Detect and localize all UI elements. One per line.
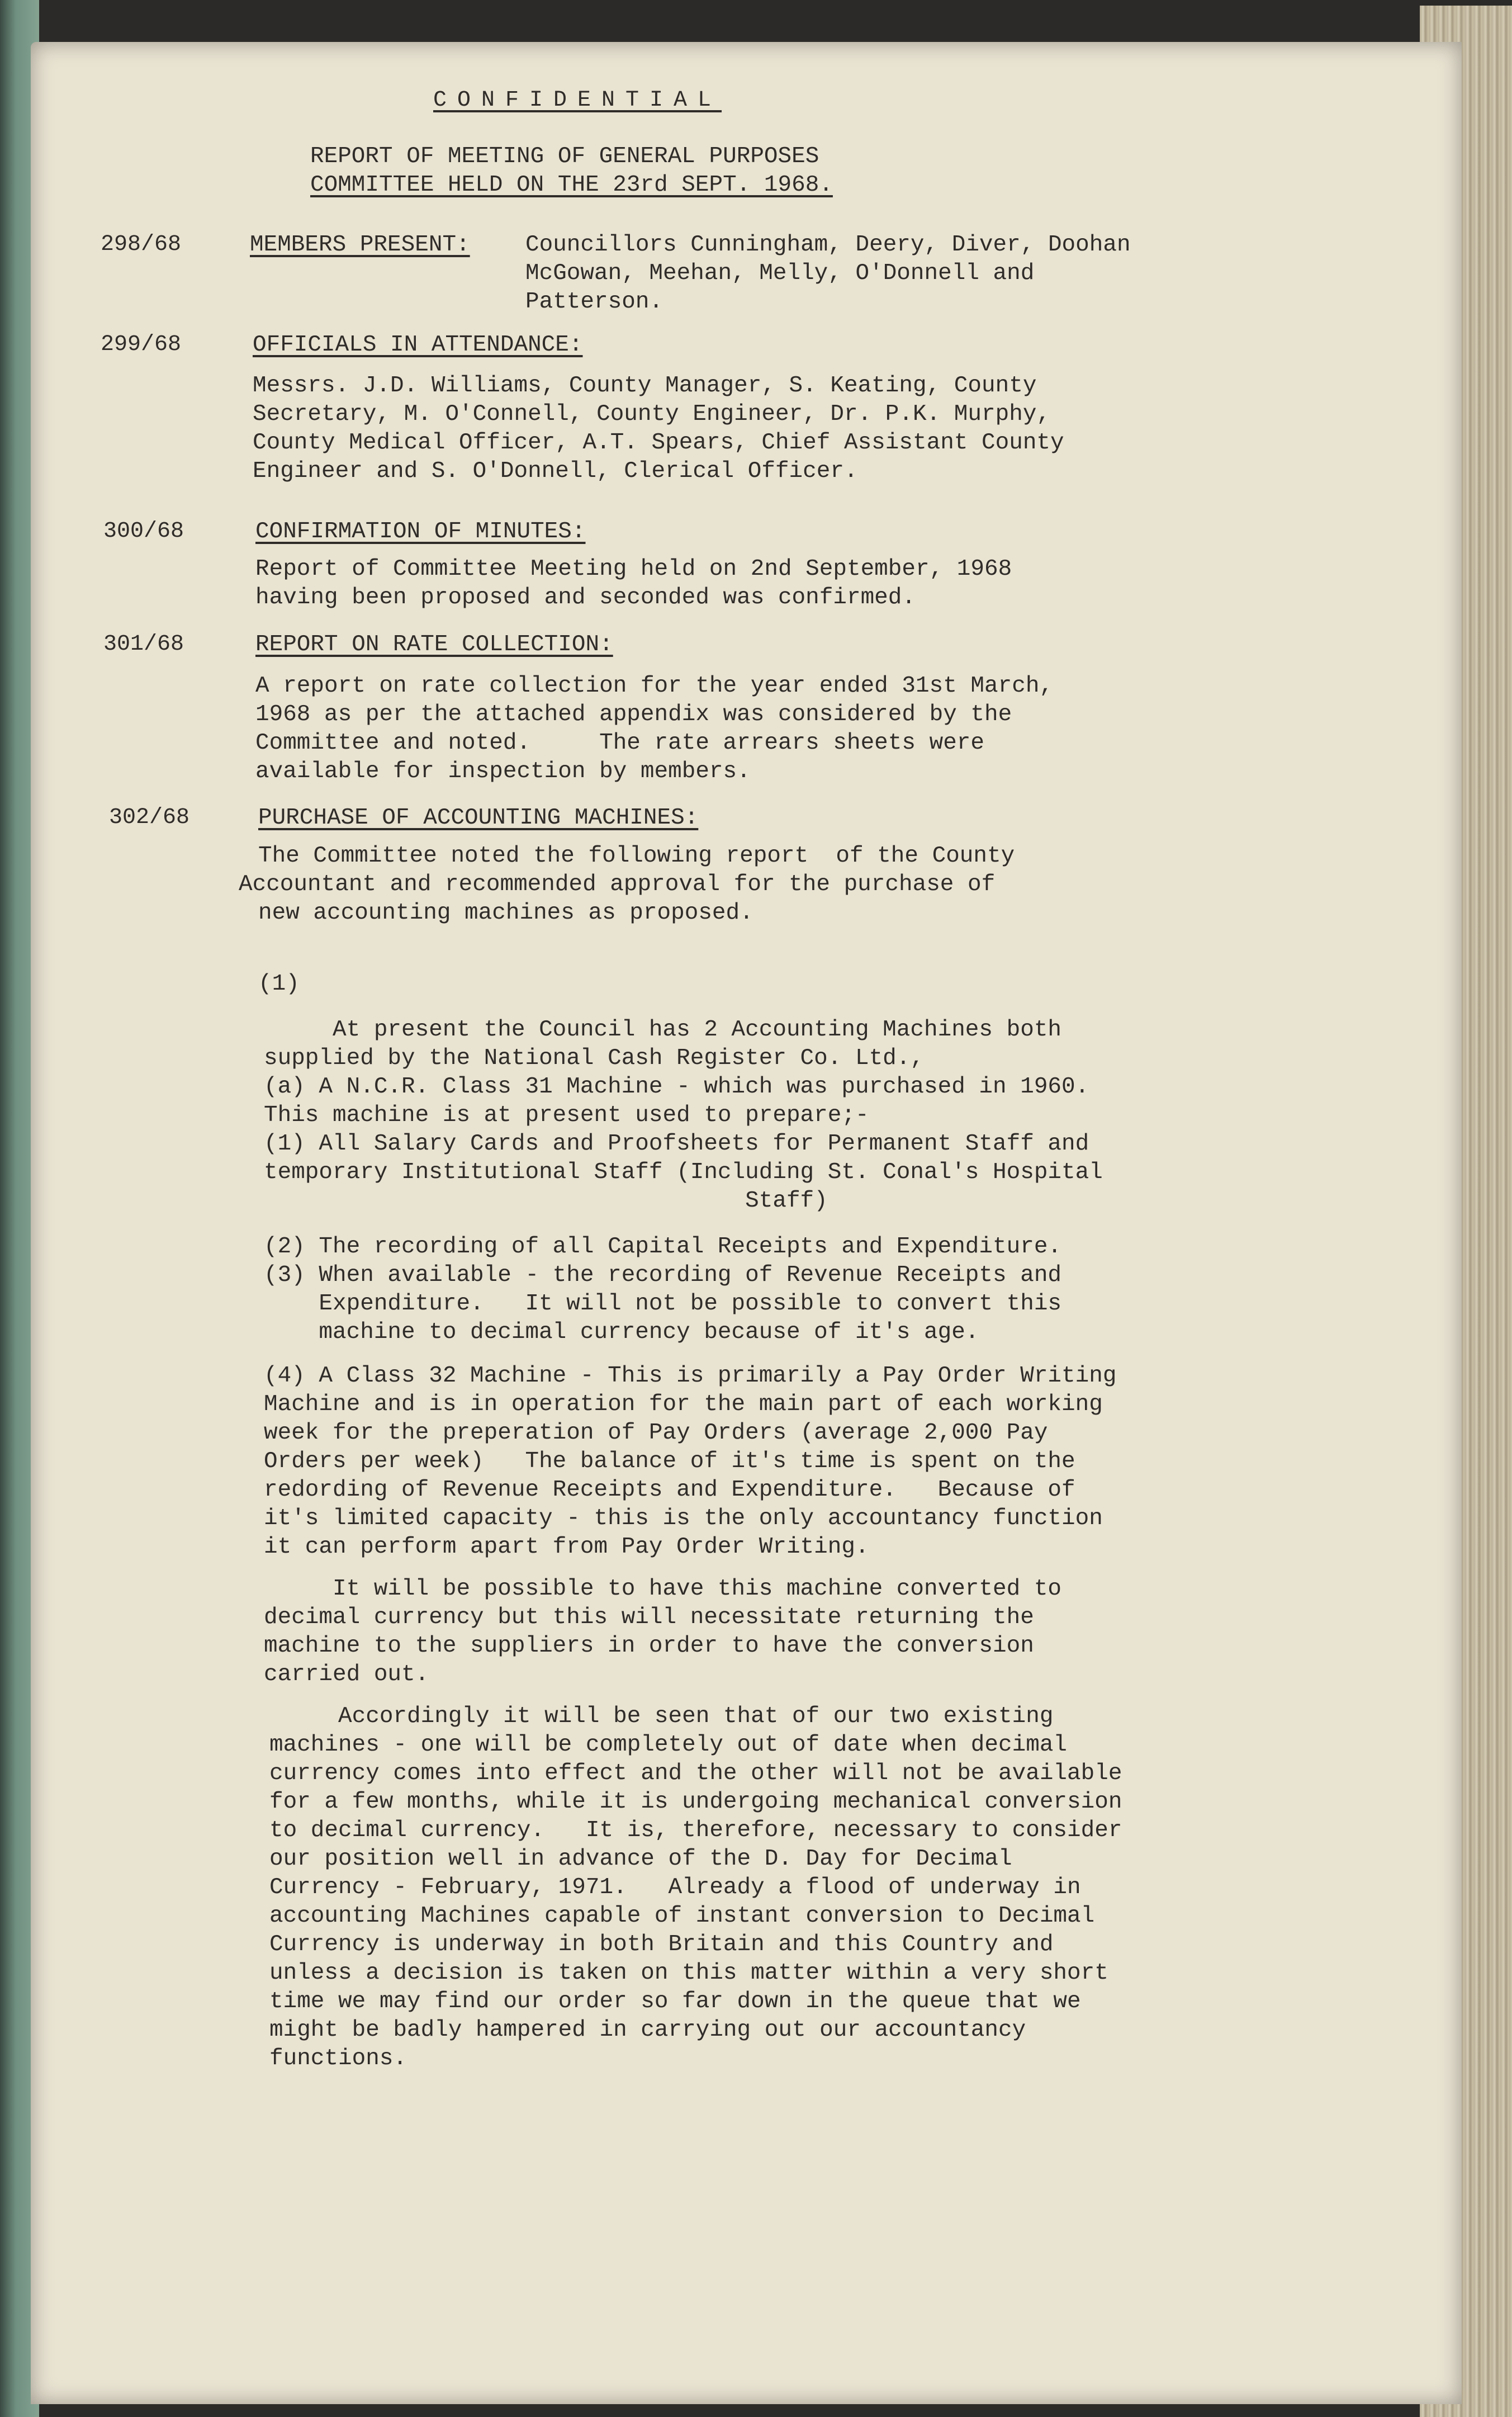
report-p5-line-9: Currency is underway in both Britain and this Country and — [269, 1932, 1054, 1957]
report-p3-line-6: it's limited capacity - this is the only accountancy function — [264, 1506, 1103, 1531]
purchase-line-2: Accountant and recommended approval for the purchase of — [239, 872, 996, 897]
rate-collection-heading: REPORT ON RATE COLLECTION: — [255, 632, 613, 658]
report-p1-line-2: supplied by the National Cash Register Co. Ltd., — [264, 1046, 924, 1071]
report-p1-line-5: (1) All Salary Cards and Proofsheets for Permanent Staff and — [264, 1131, 1089, 1157]
report-p5-line-5: to decimal currency. It is, therefore, necessary to consider — [269, 1818, 1122, 1843]
report-p2-line-4: machine to decimal currency because of it's age. — [264, 1319, 979, 1345]
item-number-298: 298/68 — [101, 232, 182, 257]
document-page — [31, 42, 1462, 2404]
confirmation-line-1: Report of Committee Meeting held on 2nd September, 1968 — [255, 556, 1012, 582]
report-p5-line-6: our position well in advance of the D. Day for Decimal — [269, 1846, 1012, 1872]
officials-line-1: Messrs. J.D. Williams, County Manager, S. Keating, County — [253, 373, 1037, 399]
confirmation-heading: CONFIRMATION OF MINUTES: — [255, 519, 586, 545]
members-line-3: Patterson. — [525, 289, 663, 315]
report-p1-line-7: Staff) — [264, 1188, 828, 1214]
report-p5-line-2: machines - one will be completely out of date when decimal — [269, 1732, 1068, 1758]
purchase-line-3: new accounting machines as proposed. — [258, 900, 753, 926]
report-p5-line-10: unless a decision is taken on this matter within a very short — [269, 1960, 1108, 1986]
report-p5-line-11: time we may find our order so far down in the queue that we — [269, 1989, 1081, 2014]
report-p2-line-1: (2) The recording of all Capital Receipts and Expenditure. — [264, 1234, 1062, 1260]
report-p2-line-2: (3) When available - the recording of Revenue Receipts and — [264, 1262, 1062, 1288]
report-p3-line-5: redording of Revenue Receipts and Expenditure. Because of — [264, 1477, 1075, 1503]
report-p3-line-7: it can perform apart from Pay Order Writing. — [264, 1534, 869, 1560]
rate-collection-line-2: 1968 as per the attached appendix was considered by the — [255, 702, 1012, 727]
confidential-heading: CONFIDENTIAL — [433, 88, 722, 113]
report-p4-line-3: machine to the suppliers in order to have the conversion — [264, 1633, 1034, 1659]
report-p1-line-6: temporary Institutional Staff (Including St. Conal's Hospital — [264, 1160, 1103, 1185]
report-p2-line-3: Expenditure. It will not be possible to convert this — [264, 1291, 1062, 1317]
members-present-heading: MEMBERS PRESENT: — [250, 232, 470, 258]
report-p3-line-1: (4) A Class 32 Machine - This is primarily a Pay Order Writing — [264, 1363, 1117, 1389]
officials-line-2: Secretary, M. O'Connell, County Engineer, Dr. P.K. Murphy, — [253, 401, 1051, 427]
report-p5-line-1: Accordingly it will be seen that of our two existing — [269, 1704, 1054, 1729]
report-p1-line-3: (a) A N.C.R. Class 31 Machine - which was purchased in 1960. — [264, 1074, 1089, 1100]
report-p4-line-4: carried out. — [264, 1662, 429, 1687]
purchase-line-1: The Committee noted the following report of the County — [258, 843, 1015, 869]
members-line-2: McGowan, Meehan, Melly, O'Donnell and — [525, 261, 1035, 286]
report-title-line-1: REPORT OF MEETING OF GENERAL PURPOSES — [310, 144, 819, 169]
rate-collection-line-1: A report on rate collection for the year ended 31st March, — [255, 673, 1054, 699]
officials-heading: OFFICIALS IN ATTENDANCE: — [253, 332, 583, 358]
report-p4-line-2: decimal currency but this will necessitate returning the — [264, 1605, 1034, 1630]
report-p1-line-4: This machine is at present used to prepare;- — [264, 1103, 869, 1128]
confirmation-line-2: having been proposed and seconded was confirmed. — [255, 585, 916, 611]
report-title-line-2: COMMITTEE HELD ON THE 23rd SEPT. 1968. — [310, 172, 833, 198]
report-p5-line-13: functions. — [269, 2046, 407, 2071]
report-p5-line-12: might be badly hampered in carrying out our accountancy — [269, 2017, 1026, 2043]
report-p1-line-1: At present the Council has 2 Accounting Machines both — [264, 1017, 1062, 1043]
report-marker: (1) — [258, 971, 300, 997]
report-p4-line-1: It will be possible to have this machine converted to — [264, 1576, 1062, 1602]
members-line-1: Councillors Cunningham, Deery, Diver, Doohan — [525, 232, 1131, 258]
report-p5-line-7: Currency - February, 1971. Already a flood of underway in — [269, 1875, 1081, 1900]
item-number-299: 299/68 — [101, 332, 182, 357]
report-p5-line-8: accounting Machines capable of instant conversion to Decimal — [269, 1903, 1095, 1929]
report-p5-line-4: for a few months, while it is undergoing mechanical conversion — [269, 1789, 1122, 1815]
item-number-300: 300/68 — [103, 519, 184, 544]
report-p3-line-4: Orders per week) The balance of it's time is spent on the — [264, 1449, 1075, 1474]
rate-collection-line-4: available for inspection by members. — [255, 759, 751, 784]
item-number-301: 301/68 — [103, 632, 184, 657]
rate-collection-line-3: Committee and noted. The rate arrears sheets were — [255, 730, 985, 756]
item-number-302: 302/68 — [109, 805, 190, 830]
officials-line-4: Engineer and S. O'Donnell, Clerical Officer. — [253, 458, 858, 484]
report-p3-line-3: week for the preperation of Pay Orders (average 2,000 Pay — [264, 1420, 1048, 1446]
officials-line-3: County Medical Officer, A.T. Spears, Chief Assistant County — [253, 430, 1064, 456]
purchase-heading: PURCHASE OF ACCOUNTING MACHINES: — [258, 805, 699, 831]
report-p3-line-2: Machine and is in operation for the main part of each working — [264, 1392, 1103, 1417]
report-p5-line-3: currency comes into effect and the other will not be available — [269, 1761, 1122, 1786]
